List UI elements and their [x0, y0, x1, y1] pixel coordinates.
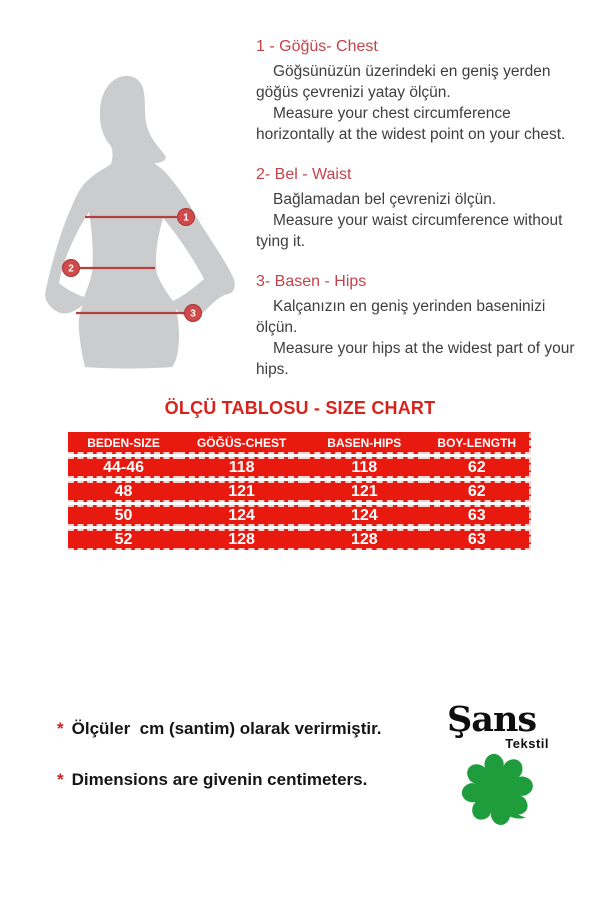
table-cell: 52: [68, 529, 179, 550]
note-english: * Dimensions are givenin centimeters.: [57, 770, 368, 789]
table-cell: 121: [304, 481, 424, 502]
table-cell: 128: [304, 529, 424, 550]
section-hips-text-tr: Kalçanızın en geniş yerinden baseninizi ölçün.: [256, 298, 546, 336]
table-cell: 63: [424, 505, 531, 526]
section-hips-text-en: Measure your hips at the widest part of your hips.: [256, 340, 575, 378]
brand-name: Şans: [447, 699, 537, 740]
table-cell: 48: [68, 481, 179, 502]
badge-2-number: 2: [68, 263, 74, 275]
brand-subtitle: Tekstil: [505, 736, 549, 751]
section-waist-text-tr: Bağlamadan bel çevrenizi ölçün.: [273, 191, 497, 208]
table-cell: 62: [424, 457, 531, 478]
column-header: GÖĞÜS-CHEST: [179, 432, 304, 454]
badge-1-number: 1: [183, 212, 189, 224]
asterisk-marker: *: [57, 719, 64, 738]
footer-notes: [57, 719, 437, 821]
column-header: BEDEN-SIZE: [68, 432, 179, 454]
note-turkish: * Ölçüler cm (santim) olarak verirmiştir.: [57, 719, 382, 738]
section-hips-heading: 3- Basen - Hips: [256, 273, 367, 290]
table-cell: 44-46: [68, 457, 179, 478]
table-row: [68, 457, 531, 478]
column-header: BOY-LENGTH: [424, 432, 531, 454]
silhouette-shape: [45, 76, 235, 369]
clover-icon: [455, 753, 547, 835]
section-waist-heading: 2- Bel - Waist: [256, 166, 352, 183]
table-cell: 121: [179, 481, 304, 502]
badge-3-number: 3: [190, 308, 196, 320]
table-cell: 118: [179, 457, 304, 478]
brand-logo: [447, 700, 553, 835]
table-cell: 128: [179, 529, 304, 550]
table-row: [68, 481, 531, 502]
column-header: BASEN-HIPS: [304, 432, 424, 454]
table-cell: 63: [424, 529, 531, 550]
section-waist: [256, 166, 590, 252]
table-cell: 124: [179, 505, 304, 526]
table-cell: 124: [304, 505, 424, 526]
table-cell: 50: [68, 505, 179, 526]
table-cell: 62: [424, 481, 531, 502]
section-waist-text-en: Measure your waist circumference without tying it.: [256, 212, 563, 250]
size-chart-title: ÖLÇÜ TABLOSU - SIZE CHART: [164, 398, 436, 418]
measurement-instructions: [256, 38, 590, 380]
section-hips: [256, 273, 590, 380]
table-row: [68, 529, 531, 550]
measurement-figure: [30, 60, 250, 390]
female-silhouette-graphic: [30, 60, 250, 390]
table-header-row: [68, 432, 531, 454]
asterisk-marker: *: [57, 770, 64, 789]
section-chest-text-tr: Göğsünüzün üzerindeki en geniş yerden göğüs çevrenizi yatay ölçün.: [256, 63, 551, 101]
section-chest-heading: 1 - Göğüs- Chest: [256, 38, 378, 55]
table-cell: 118: [304, 457, 424, 478]
table-row: [68, 505, 531, 526]
section-chest-text-en: Measure your chest circumference horizontally at the widest point on your chest.: [256, 105, 566, 143]
section-chest: [256, 38, 590, 145]
size-chart-table: [68, 429, 531, 553]
